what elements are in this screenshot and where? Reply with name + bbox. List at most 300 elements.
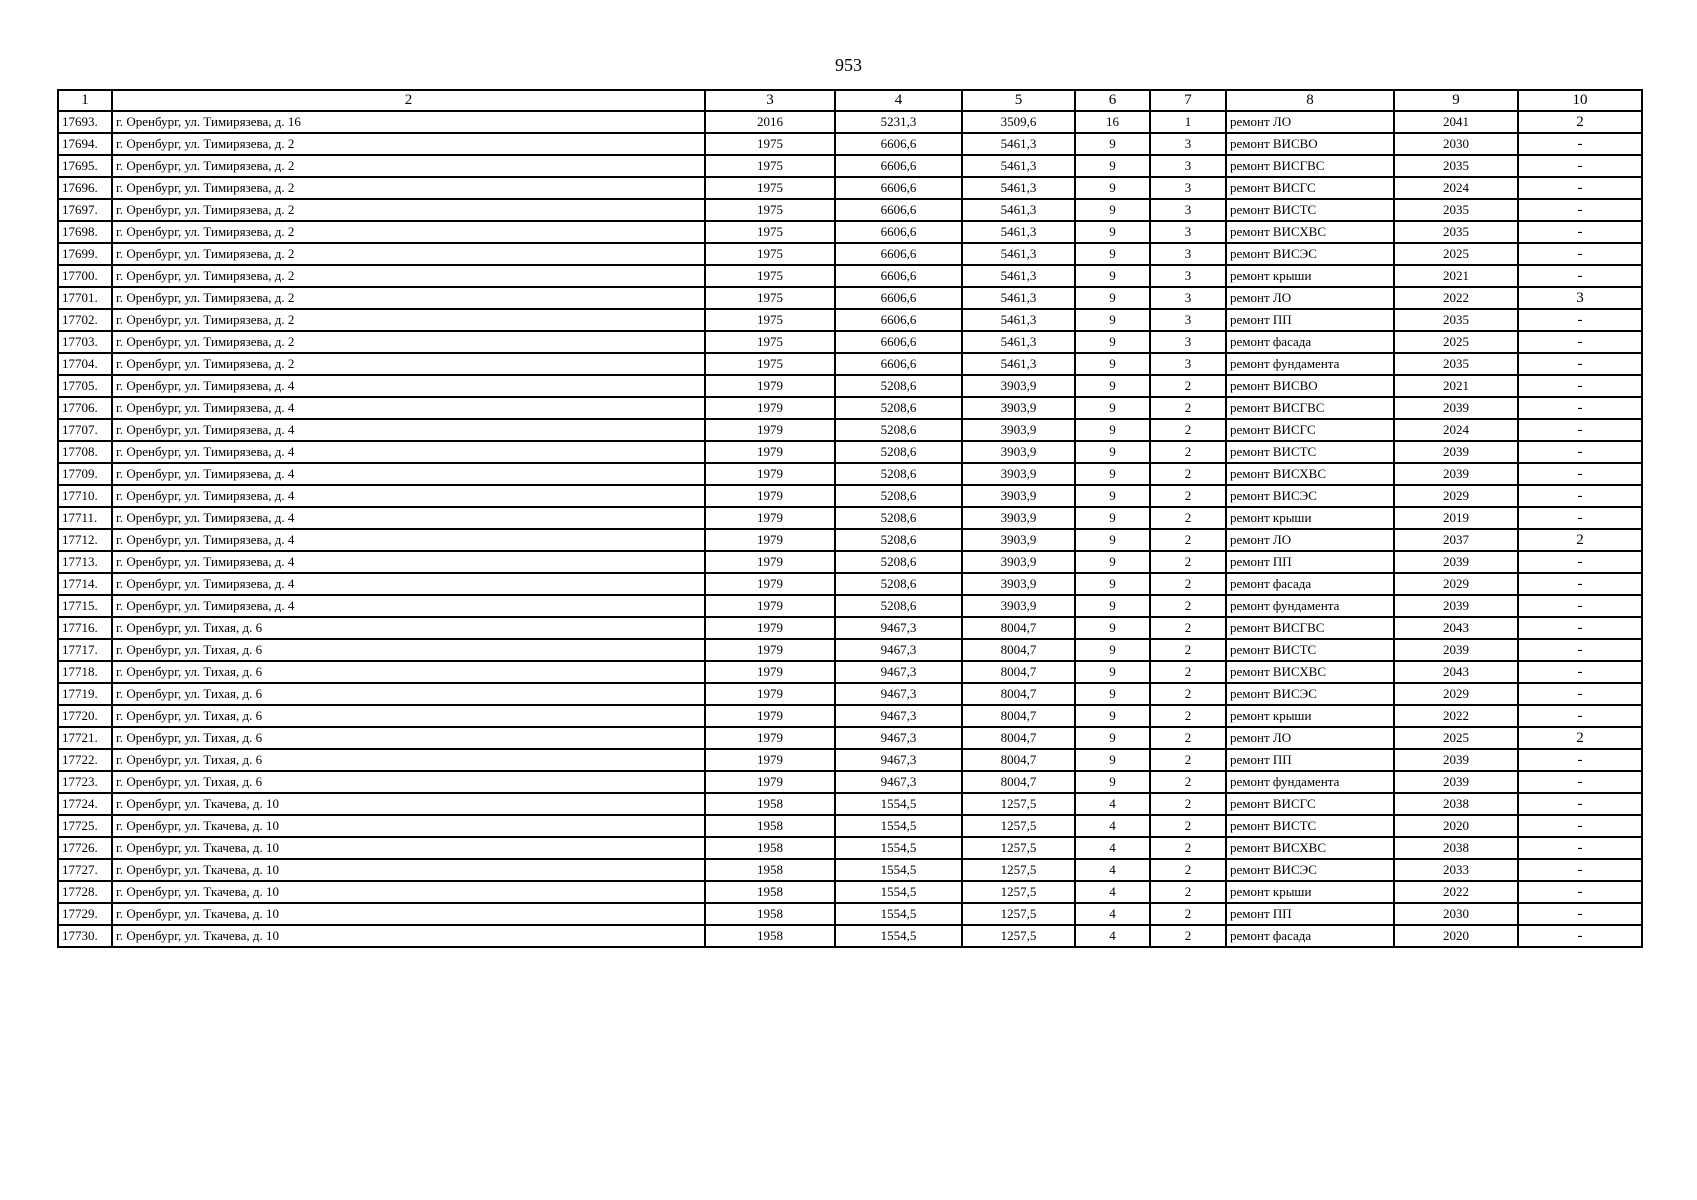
column-10-value: - [1518,661,1642,683]
total-area: 6606,6 [835,177,962,199]
table-row [58,617,1642,639]
work-type: ремонт фундамента [1226,595,1394,617]
floors: 9 [1075,309,1150,331]
work-type: ремонт ВИСВО [1226,133,1394,155]
row-number: 17698. [58,221,112,243]
total-area: 5208,6 [835,463,962,485]
address: г. Оренбург, ул. Тихая, д. 6 [112,617,705,639]
table-row [58,155,1642,177]
table-row [58,111,1642,133]
column-header: 3 [705,90,835,111]
year-built: 1979 [705,397,835,419]
living-area: 3903,9 [962,397,1075,419]
planned-year: 2025 [1394,727,1518,749]
column-10-value: - [1518,793,1642,815]
year-built: 1975 [705,287,835,309]
planned-year: 2035 [1394,155,1518,177]
entrances: 2 [1150,573,1226,595]
column-10-value: - [1518,309,1642,331]
address: г. Оренбург, ул. Тимирязева, д. 16 [112,111,705,133]
address: г. Оренбург, ул. Тимирязева, д. 2 [112,309,705,331]
address: г. Оренбург, ул. Ткачева, д. 10 [112,903,705,925]
year-built: 1975 [705,309,835,331]
column-10-value: - [1518,771,1642,793]
living-area: 8004,7 [962,661,1075,683]
floors: 16 [1075,111,1150,133]
total-area: 5231,3 [835,111,962,133]
living-area: 3903,9 [962,419,1075,441]
planned-year: 2030 [1394,133,1518,155]
year-built: 1979 [705,595,835,617]
floors: 9 [1075,243,1150,265]
address: г. Оренбург, ул. Тимирязева, д. 4 [112,595,705,617]
row-number: 17702. [58,309,112,331]
entrances: 2 [1150,419,1226,441]
table-row [58,419,1642,441]
column-10-value: - [1518,177,1642,199]
planned-year: 2033 [1394,859,1518,881]
planned-year: 2043 [1394,661,1518,683]
year-built: 1958 [705,925,835,947]
row-number: 17719. [58,683,112,705]
table-body [58,111,1642,947]
table-row [58,177,1642,199]
living-area: 5461,3 [962,265,1075,287]
work-type: ремонт фундамента [1226,771,1394,793]
floors: 9 [1075,463,1150,485]
work-type: ремонт ЛО [1226,111,1394,133]
work-type: ремонт ВИСГВС [1226,617,1394,639]
total-area: 6606,6 [835,243,962,265]
year-built: 1979 [705,375,835,397]
planned-year: 2039 [1394,551,1518,573]
floors: 9 [1075,617,1150,639]
column-10-value: - [1518,463,1642,485]
table-row [58,749,1642,771]
table-row [58,639,1642,661]
total-area: 5208,6 [835,375,962,397]
header-row [58,90,1642,111]
row-number: 17701. [58,287,112,309]
floors: 9 [1075,749,1150,771]
year-built: 1979 [705,771,835,793]
register-table [57,89,1643,948]
planned-year: 2021 [1394,265,1518,287]
row-number: 17729. [58,903,112,925]
total-area: 1554,5 [835,815,962,837]
address: г. Оренбург, ул. Тимирязева, д. 4 [112,551,705,573]
total-area: 5208,6 [835,397,962,419]
year-built: 1979 [705,573,835,595]
work-type: ремонт ВИСТС [1226,199,1394,221]
year-built: 1979 [705,441,835,463]
living-area: 1257,5 [962,925,1075,947]
total-area: 6606,6 [835,199,962,221]
row-number: 17716. [58,617,112,639]
table-row [58,133,1642,155]
address: г. Оренбург, ул. Ткачева, д. 10 [112,859,705,881]
address: г. Оренбург, ул. Тимирязева, д. 4 [112,375,705,397]
floors: 9 [1075,155,1150,177]
planned-year: 2025 [1394,331,1518,353]
address: г. Оренбург, ул. Тимирязева, д. 2 [112,133,705,155]
column-10-value: - [1518,331,1642,353]
column-10-value: - [1518,595,1642,617]
table-row [58,881,1642,903]
floors: 9 [1075,573,1150,595]
living-area: 5461,3 [962,155,1075,177]
planned-year: 2025 [1394,243,1518,265]
entrances: 3 [1150,177,1226,199]
entrances: 2 [1150,837,1226,859]
work-type: ремонт ВИСВО [1226,375,1394,397]
entrances: 3 [1150,309,1226,331]
table-row [58,595,1642,617]
floors: 4 [1075,881,1150,903]
planned-year: 2038 [1394,837,1518,859]
entrances: 2 [1150,881,1226,903]
floors: 4 [1075,903,1150,925]
floors: 9 [1075,595,1150,617]
address: г. Оренбург, ул. Ткачева, д. 10 [112,815,705,837]
column-10-value: - [1518,265,1642,287]
total-area: 5208,6 [835,595,962,617]
total-area: 1554,5 [835,793,962,815]
floors: 4 [1075,859,1150,881]
row-number: 17721. [58,727,112,749]
total-area: 6606,6 [835,265,962,287]
living-area: 1257,5 [962,815,1075,837]
row-number: 17699. [58,243,112,265]
year-built: 1979 [705,683,835,705]
entrances: 2 [1150,485,1226,507]
planned-year: 2039 [1394,397,1518,419]
column-10-value: - [1518,155,1642,177]
living-area: 8004,7 [962,617,1075,639]
table-row [58,903,1642,925]
floors: 9 [1075,485,1150,507]
year-built: 1979 [705,507,835,529]
row-number: 17728. [58,881,112,903]
row-number: 17730. [58,925,112,947]
entrances: 2 [1150,793,1226,815]
year-built: 1975 [705,265,835,287]
work-type: ремонт крыши [1226,507,1394,529]
table-row [58,485,1642,507]
living-area: 8004,7 [962,727,1075,749]
work-type: ремонт фасада [1226,573,1394,595]
entrances: 3 [1150,243,1226,265]
floors: 9 [1075,177,1150,199]
living-area: 8004,7 [962,705,1075,727]
entrances: 2 [1150,815,1226,837]
row-number: 17718. [58,661,112,683]
column-10-value: - [1518,243,1642,265]
living-area: 1257,5 [962,837,1075,859]
column-header: 1 [58,90,112,111]
address: г. Оренбург, ул. Тихая, д. 6 [112,705,705,727]
page-number: 953 [835,55,862,75]
address: г. Оренбург, ул. Тимирязева, д. 2 [112,353,705,375]
total-area: 5208,6 [835,419,962,441]
entrances: 3 [1150,353,1226,375]
floors: 9 [1075,529,1150,551]
entrances: 3 [1150,265,1226,287]
living-area: 5461,3 [962,309,1075,331]
address: г. Оренбург, ул. Тихая, д. 6 [112,727,705,749]
table-row [58,859,1642,881]
entrances: 3 [1150,199,1226,221]
entrances: 2 [1150,551,1226,573]
table-row [58,507,1642,529]
table-row [58,705,1642,727]
floors: 9 [1075,551,1150,573]
living-area: 5461,3 [962,177,1075,199]
row-number: 17725. [58,815,112,837]
planned-year: 2039 [1394,771,1518,793]
address: г. Оренбург, ул. Ткачева, д. 10 [112,925,705,947]
planned-year: 2020 [1394,925,1518,947]
planned-year: 2039 [1394,441,1518,463]
table-row [58,243,1642,265]
planned-year: 2019 [1394,507,1518,529]
living-area: 5461,3 [962,287,1075,309]
table-row [58,265,1642,287]
row-number: 17704. [58,353,112,375]
row-number: 17715. [58,595,112,617]
year-built: 1975 [705,331,835,353]
living-area: 3903,9 [962,463,1075,485]
table-row [58,353,1642,375]
column-10-value: - [1518,881,1642,903]
entrances: 2 [1150,617,1226,639]
total-area: 5208,6 [835,441,962,463]
row-number: 17705. [58,375,112,397]
total-area: 1554,5 [835,903,962,925]
living-area: 1257,5 [962,793,1075,815]
column-10-value: - [1518,485,1642,507]
work-type: ремонт ПП [1226,903,1394,925]
year-built: 1979 [705,485,835,507]
column-header: 9 [1394,90,1518,111]
table-row [58,463,1642,485]
row-number: 17707. [58,419,112,441]
address: г. Оренбург, ул. Ткачева, д. 10 [112,881,705,903]
column-header: 4 [835,90,962,111]
year-built: 1979 [705,463,835,485]
floors: 9 [1075,133,1150,155]
column-10-value: - [1518,705,1642,727]
living-area: 3509,6 [962,111,1075,133]
living-area: 1257,5 [962,881,1075,903]
living-area: 3903,9 [962,595,1075,617]
column-10-value: - [1518,639,1642,661]
address: г. Оренбург, ул. Тимирязева, д. 4 [112,529,705,551]
column-10-value: - [1518,859,1642,881]
row-number: 17703. [58,331,112,353]
entrances: 2 [1150,507,1226,529]
row-number: 17706. [58,397,112,419]
living-area: 3903,9 [962,485,1075,507]
table-row [58,837,1642,859]
planned-year: 2037 [1394,529,1518,551]
floors: 9 [1075,507,1150,529]
total-area: 1554,5 [835,859,962,881]
planned-year: 2039 [1394,749,1518,771]
living-area: 8004,7 [962,639,1075,661]
work-type: ремонт ВИСЭС [1226,683,1394,705]
living-area: 1257,5 [962,903,1075,925]
address: г. Оренбург, ул. Тимирязева, д. 2 [112,243,705,265]
table-row [58,199,1642,221]
planned-year: 2038 [1394,793,1518,815]
floors: 9 [1075,727,1150,749]
table-row [58,727,1642,749]
floors: 4 [1075,837,1150,859]
floors: 4 [1075,815,1150,837]
entrances: 3 [1150,155,1226,177]
column-10-value: - [1518,573,1642,595]
planned-year: 2021 [1394,375,1518,397]
total-area: 5208,6 [835,507,962,529]
year-built: 1979 [705,551,835,573]
table-row [58,221,1642,243]
year-built: 1979 [705,749,835,771]
entrances: 2 [1150,705,1226,727]
column-10-value: - [1518,683,1642,705]
total-area: 1554,5 [835,837,962,859]
living-area: 5461,3 [962,331,1075,353]
column-10-value: - [1518,397,1642,419]
column-10-value: - [1518,441,1642,463]
year-built: 1979 [705,529,835,551]
year-built: 1979 [705,639,835,661]
planned-year: 2039 [1394,595,1518,617]
row-number: 17710. [58,485,112,507]
entrances: 3 [1150,221,1226,243]
work-type: ремонт крыши [1226,881,1394,903]
year-built: 1958 [705,881,835,903]
address: г. Оренбург, ул. Тимирязева, д. 2 [112,287,705,309]
planned-year: 2041 [1394,111,1518,133]
entrances: 2 [1150,683,1226,705]
address: г. Оренбург, ул. Тимирязева, д. 2 [112,199,705,221]
address: г. Оренбург, ул. Тимирязева, д. 4 [112,485,705,507]
year-built: 1975 [705,133,835,155]
living-area: 3903,9 [962,441,1075,463]
row-number: 17694. [58,133,112,155]
year-built: 1979 [705,727,835,749]
table-row [58,815,1642,837]
work-type: ремонт ВИСТС [1226,441,1394,463]
table-row [58,573,1642,595]
year-built: 1975 [705,243,835,265]
table-row [58,375,1642,397]
table-row [58,529,1642,551]
row-number: 17708. [58,441,112,463]
table-row [58,661,1642,683]
row-number: 17720. [58,705,112,727]
work-type: ремонт ВИСГВС [1226,397,1394,419]
floors: 4 [1075,925,1150,947]
floors: 9 [1075,661,1150,683]
year-built: 1975 [705,155,835,177]
table-row [58,793,1642,815]
work-type: ремонт ВИСГС [1226,793,1394,815]
address: г. Оренбург, ул. Тихая, д. 6 [112,661,705,683]
planned-year: 2029 [1394,485,1518,507]
planned-year: 2022 [1394,705,1518,727]
total-area: 9467,3 [835,661,962,683]
table-row [58,551,1642,573]
entrances: 2 [1150,749,1226,771]
table-row [58,441,1642,463]
row-number: 17722. [58,749,112,771]
address: г. Оренбург, ул. Ткачева, д. 10 [112,793,705,815]
table-row [58,287,1642,309]
living-area: 5461,3 [962,243,1075,265]
living-area: 8004,7 [962,771,1075,793]
entrances: 2 [1150,441,1226,463]
table-row [58,397,1642,419]
entrances: 3 [1150,287,1226,309]
row-number: 17724. [58,793,112,815]
entrances: 1 [1150,111,1226,133]
work-type: ремонт фасада [1226,925,1394,947]
living-area: 5461,3 [962,133,1075,155]
entrances: 2 [1150,375,1226,397]
address: г. Оренбург, ул. Тимирязева, д. 2 [112,177,705,199]
entrances: 2 [1150,771,1226,793]
work-type: ремонт ВИСТС [1226,639,1394,661]
year-built: 1975 [705,353,835,375]
work-type: ремонт ВИСХВС [1226,221,1394,243]
total-area: 6606,6 [835,155,962,177]
entrances: 2 [1150,661,1226,683]
row-number: 17700. [58,265,112,287]
total-area: 9467,3 [835,705,962,727]
column-header: 10 [1518,90,1642,111]
total-area: 6606,6 [835,221,962,243]
row-number: 17711. [58,507,112,529]
table-row [58,331,1642,353]
living-area: 3903,9 [962,529,1075,551]
address: г. Оренбург, ул. Тихая, д. 6 [112,639,705,661]
total-area: 5208,6 [835,529,962,551]
work-type: ремонт ВИСЭС [1226,485,1394,507]
entrances: 3 [1150,133,1226,155]
table-row [58,683,1642,705]
planned-year: 2020 [1394,815,1518,837]
column-10-value: - [1518,199,1642,221]
entrances: 2 [1150,529,1226,551]
column-10-value: 2 [1518,727,1642,749]
floors: 9 [1075,221,1150,243]
total-area: 5208,6 [835,573,962,595]
floors: 9 [1075,397,1150,419]
year-built: 1958 [705,859,835,881]
total-area: 5208,6 [835,485,962,507]
column-header: 6 [1075,90,1150,111]
year-built: 1958 [705,793,835,815]
planned-year: 2039 [1394,639,1518,661]
year-built: 1979 [705,705,835,727]
column-10-value: 2 [1518,111,1642,133]
work-type: ремонт ВИСХВС [1226,463,1394,485]
total-area: 1554,5 [835,925,962,947]
total-area: 9467,3 [835,639,962,661]
total-area: 5208,6 [835,551,962,573]
